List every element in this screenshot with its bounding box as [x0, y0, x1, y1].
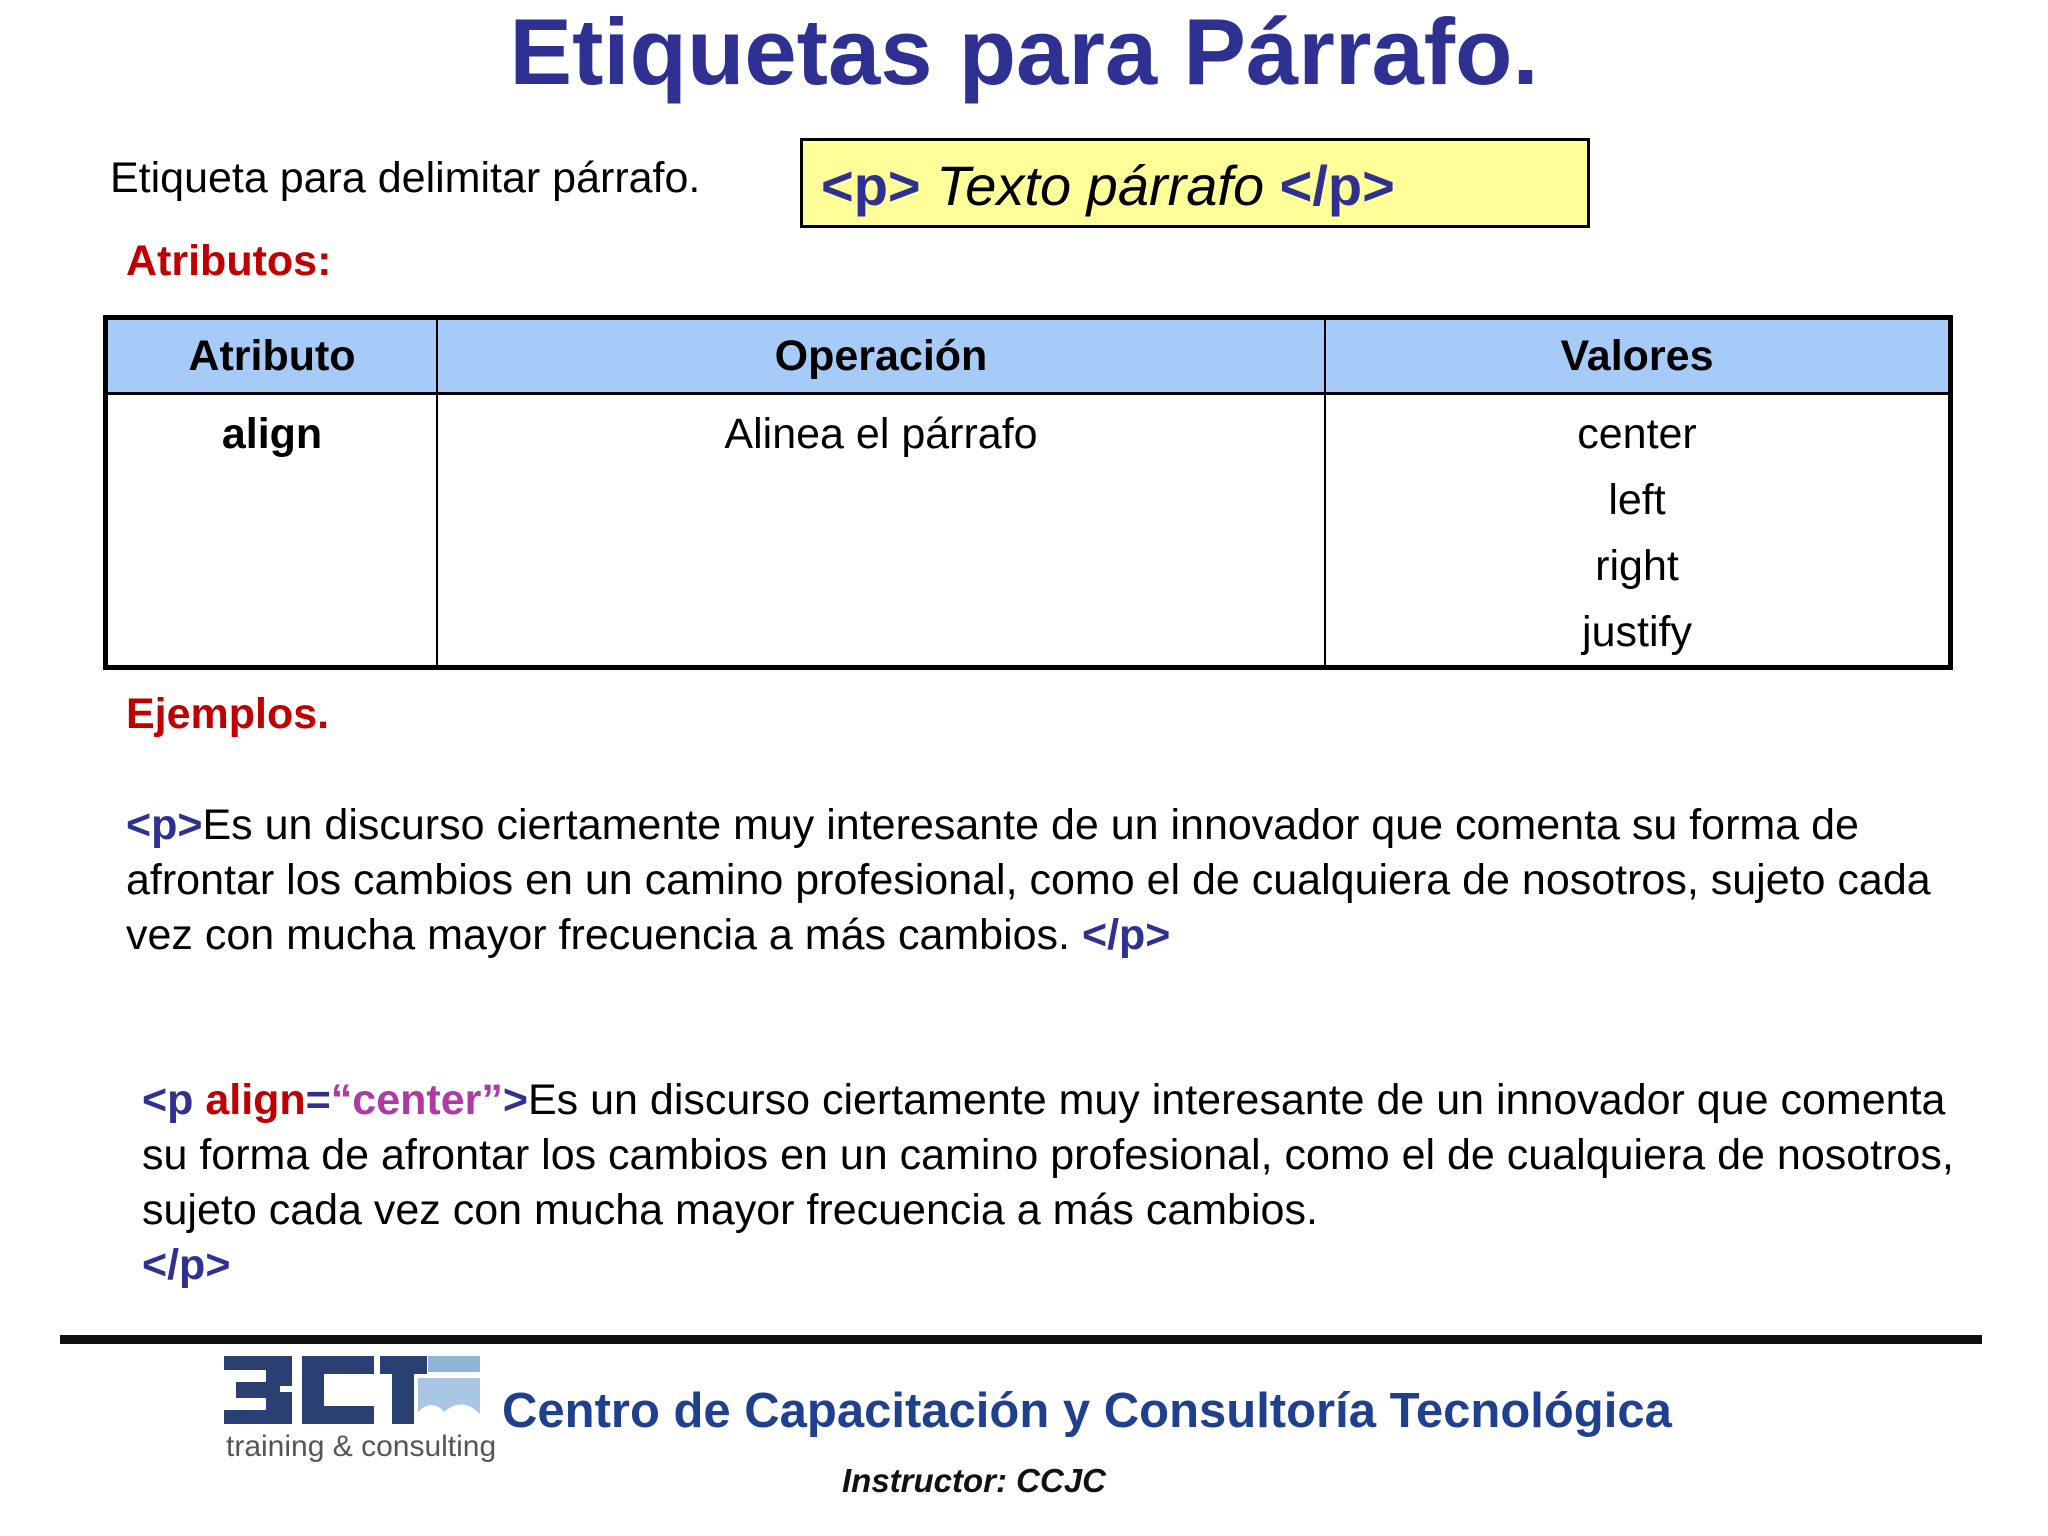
example2-tag-end: > — [502, 1076, 528, 1124]
logo-3ct-icon — [222, 1352, 482, 1432]
example1-open-tag: <p> — [126, 801, 203, 849]
syntax-close-tag: </p> — [1279, 154, 1395, 217]
example2-body: Es un discurso ciertamente muy interesante de un innovador que comenta su forma de afrontar los cambios en un camino profesional, como el de cualquiera de nosotros, sujeto cada vez con mucha mayor frecuencia a más cambios. — [142, 1076, 1954, 1234]
attribute-name: align — [221, 410, 323, 458]
table-row — [106, 394, 1951, 668]
cell-valores — [1325, 394, 1951, 668]
instructor-label: Instructor: CCJC — [842, 1462, 1107, 1499]
value-item: center — [1577, 410, 1697, 458]
syntax-box — [800, 138, 1590, 228]
example2-equals: = — [305, 1076, 331, 1124]
example2-attr-name: align — [205, 1076, 306, 1124]
cell-atributo — [106, 394, 438, 668]
example1-body: Es un discurso ciertamente muy interesante de un innovador que comenta su forma de afrontar los cambios en un camino profesional, como el de cualquiera de nosotros, sujeto cada vez con mucha mayor frecuencia a más cambios. — [126, 801, 1931, 959]
value-item: left — [1608, 476, 1666, 524]
header-operacion: Operación — [437, 318, 1325, 394]
page-title: Etiquetas para Párrafo. — [509, 0, 1539, 104]
values-list — [1326, 395, 1948, 665]
example2-close-tag: </p> — [142, 1241, 231, 1289]
syntax-text: Texto párrafo — [936, 154, 1265, 217]
syntax-open-tag: <p> — [821, 154, 921, 217]
example1-close-tag: </p> — [1081, 911, 1171, 959]
example2-attr-value: “center” — [330, 1076, 503, 1124]
cell-operacion — [437, 394, 1325, 668]
example-centered-paragraph — [142, 1073, 1986, 1293]
example2-tag-start: <p — [142, 1076, 206, 1124]
value-item: right — [1595, 542, 1679, 590]
footer-divider — [60, 1335, 1982, 1344]
attribute-operation: Alinea el párrafo — [724, 410, 1038, 458]
example-basic-paragraph — [126, 798, 1986, 963]
header-atributo: Atributo — [106, 318, 438, 394]
intro-text: Etiqueta para delimitar párrafo. — [110, 154, 701, 202]
atributos-heading: Atributos: — [126, 237, 332, 285]
attributes-table — [103, 315, 1953, 670]
organization-name: Centro de Capacitación y Consultoría Tecnológica — [502, 1384, 1672, 1438]
table-header-row — [106, 318, 1951, 394]
logo-caption: training & consulting — [226, 1430, 497, 1463]
value-item: justify — [1582, 608, 1692, 656]
header-valores: Valores — [1325, 318, 1951, 394]
ejemplos-heading: Ejemplos. — [126, 690, 330, 738]
company-logo — [222, 1352, 497, 1470]
